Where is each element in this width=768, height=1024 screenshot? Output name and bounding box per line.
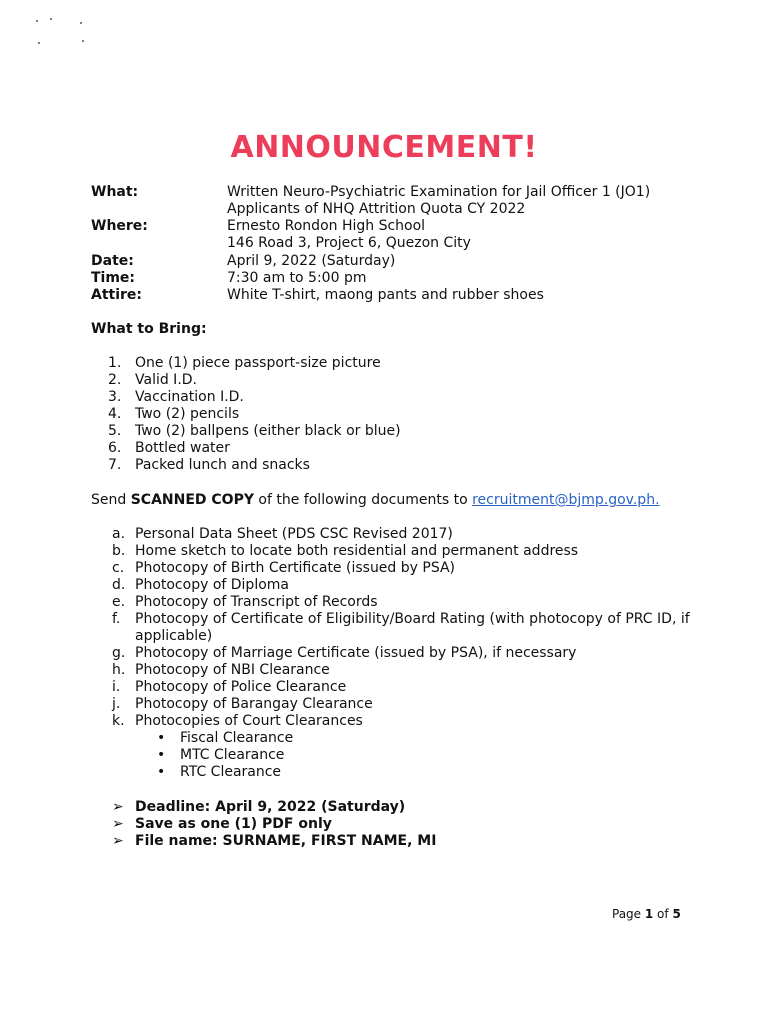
info-value: 7:30 am to 5:00 pm	[227, 270, 367, 286]
item-number: 5.	[108, 423, 122, 439]
bullet-icon: •	[157, 747, 166, 763]
requirement-item	[112, 833, 436, 850]
info-value: Applicants of NHQ Attrition Quota CY 2022	[227, 201, 526, 217]
list-item	[112, 594, 692, 611]
announcement-title: ANNOUNCEMENT!	[230, 130, 538, 165]
list-item	[112, 611, 692, 645]
documents-list	[112, 526, 692, 781]
list-item	[108, 440, 401, 457]
item-text: Photocopy of Police Clearance	[135, 679, 347, 695]
item-text: MTC Clearance	[180, 747, 285, 763]
bullet-icon: •	[157, 764, 166, 780]
court-clearances-list	[135, 730, 293, 781]
item-letter: c.	[112, 560, 125, 576]
item-letter: f.	[112, 611, 121, 627]
item-letter: e.	[112, 594, 126, 610]
item-letter: k.	[112, 713, 125, 729]
info-label	[91, 235, 227, 252]
item-text: Photocopy of Diploma	[135, 577, 289, 593]
info-row-attire	[91, 287, 687, 304]
bullet-icon: •	[157, 730, 166, 746]
sub-list-item	[135, 730, 293, 747]
send-prefix: Send	[91, 492, 131, 508]
item-text: Two (2) ballpens (either black or blue)	[135, 423, 401, 439]
list-item	[112, 696, 692, 713]
list-item	[108, 372, 401, 389]
send-emphasis: SCANNED COPY	[130, 492, 254, 508]
list-item	[108, 355, 401, 372]
info-value: Ernesto Rondon High School	[227, 218, 426, 234]
scan-speck	[80, 22, 82, 24]
item-letter: a.	[112, 526, 126, 542]
info-label	[91, 201, 227, 218]
item-text: Photocopy of NBI Clearance	[135, 662, 330, 678]
item-letter: h.	[112, 662, 126, 678]
list-item	[112, 645, 692, 662]
list-item	[112, 577, 692, 594]
item-text: Photocopy of Marriage Certificate (issued by PSA), if necessary	[135, 645, 577, 661]
scan-speck	[50, 18, 52, 20]
info-value: 146 Road 3, Project 6, Quezon City	[227, 235, 471, 251]
item-text: Valid I.D.	[135, 372, 197, 388]
item-text: Photocopies of Court Clearances	[135, 713, 363, 729]
item-text: One (1) piece passport-size picture	[135, 355, 381, 371]
sub-list-item	[135, 764, 293, 781]
list-item	[112, 679, 692, 696]
info-value: April 9, 2022 (Saturday)	[227, 253, 396, 269]
list-item	[112, 662, 692, 679]
info-row-where	[91, 218, 687, 235]
info-row-what-cont	[91, 201, 687, 218]
scan-speck	[38, 42, 40, 44]
total-pages: 5	[672, 907, 681, 921]
item-number: 1.	[108, 355, 122, 371]
current-page: 1	[644, 907, 654, 921]
event-info	[91, 184, 687, 304]
requirement-text: Deadline: April 9, 2022 (Saturday)	[135, 799, 406, 815]
page-label: Page	[612, 907, 645, 921]
item-text: Two (2) pencils	[135, 406, 240, 422]
item-letter: b.	[112, 543, 126, 559]
arrow-bullet-icon: ➢	[112, 799, 124, 815]
list-item	[112, 560, 692, 577]
info-label: Where:	[91, 218, 148, 234]
info-label: What:	[91, 184, 139, 200]
list-item	[108, 389, 401, 406]
item-number: 2.	[108, 372, 122, 388]
requirement-item	[112, 816, 436, 833]
send-middle: of the following documents to	[253, 492, 473, 508]
item-number: 7.	[108, 457, 122, 473]
info-label: Time:	[91, 270, 136, 286]
item-text: Photocopy of Barangay Clearance	[135, 696, 373, 712]
item-text: Bottled water	[135, 440, 230, 456]
sublist-indent	[112, 730, 135, 781]
item-letter: i.	[112, 679, 121, 695]
page-number	[612, 907, 681, 921]
info-value: White T-shirt, maong pants and rubber shoes	[227, 287, 544, 303]
item-text: Vaccination I.D.	[135, 389, 244, 405]
info-row-time	[91, 270, 687, 287]
info-label: Date:	[91, 253, 134, 269]
item-number: 4.	[108, 406, 122, 422]
list-item	[108, 457, 401, 474]
item-letter: d.	[112, 577, 126, 593]
submission-requirements	[112, 799, 436, 850]
info-row-what	[91, 184, 687, 201]
what-to-bring-heading: What to Bring:	[91, 321, 207, 337]
court-clearances-sublist	[112, 730, 692, 781]
item-text: Home sketch to locate both residential and permanent address	[135, 543, 579, 559]
info-row-date	[91, 253, 687, 270]
item-text: Photocopy of Birth Certificate (issued by PSA)	[135, 560, 456, 576]
send-instruction	[91, 492, 660, 509]
info-value: Written Neuro-Psychiatric Examination for Jail Officer 1 (JO1)	[227, 184, 651, 200]
item-text: Photocopy of Transcript of Records	[135, 594, 378, 610]
what-to-bring-list	[108, 355, 401, 474]
item-text: RTC Clearance	[180, 764, 282, 780]
list-item	[108, 423, 401, 440]
item-text: Photocopy of Certificate of Eligibility/Board Rating (with photocopy of PRC ID, if applicable)	[135, 611, 690, 644]
arrow-bullet-icon: ➢	[112, 816, 124, 832]
item-number: 6.	[108, 440, 122, 456]
of-label: of	[653, 907, 673, 921]
list-item	[112, 543, 692, 560]
info-label: Attire:	[91, 287, 143, 303]
item-text: Personal Data Sheet (PDS CSC Revised 2017)	[135, 526, 453, 542]
item-text: Fiscal Clearance	[180, 730, 294, 746]
recruitment-email-link[interactable]: recruitment@bjmp.gov.ph.	[472, 492, 660, 508]
scan-specks	[30, 16, 90, 52]
list-item	[112, 713, 692, 730]
scan-speck	[36, 20, 38, 22]
list-item	[108, 406, 401, 423]
scan-speck	[82, 40, 84, 42]
list-item	[112, 526, 692, 543]
item-number: 3.	[108, 389, 122, 405]
arrow-bullet-icon: ➢	[112, 833, 124, 849]
requirement-item	[112, 799, 436, 816]
item-text: Packed lunch and snacks	[135, 457, 310, 473]
item-letter: g.	[112, 645, 126, 661]
requirement-text: File name: SURNAME, FIRST NAME, MI	[135, 833, 437, 849]
info-row-where-cont	[91, 235, 687, 252]
requirement-text: Save as one (1) PDF only	[135, 816, 332, 832]
item-letter: j.	[112, 696, 121, 712]
sub-list-item	[135, 747, 293, 764]
